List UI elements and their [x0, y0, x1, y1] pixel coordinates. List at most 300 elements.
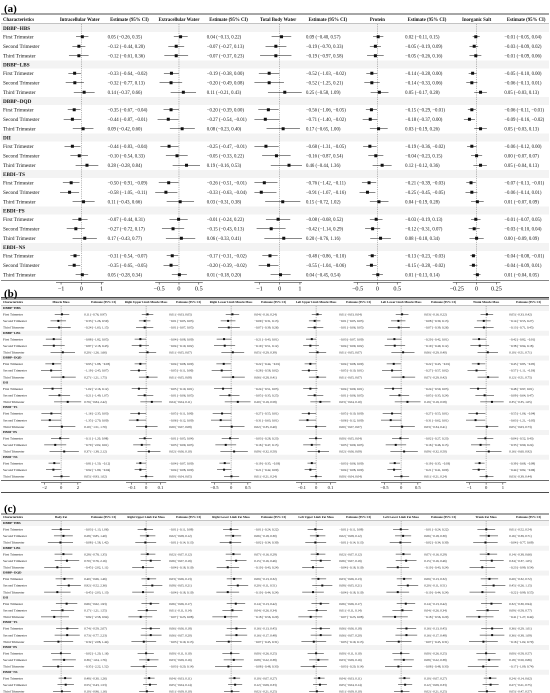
panel-b-header-outcome: Right Lower Limb Muscle Mass — [209, 300, 253, 304]
panel-b-point-estimate — [308, 413, 310, 415]
panel-a-point-estimate — [470, 81, 473, 84]
panel-b-estimate-text: −0.05 (−0.35, 0.24) — [424, 393, 449, 398]
panel-b-point-estimate — [391, 370, 393, 372]
panel-b-point-estimate — [393, 469, 395, 471]
panel-a-point-estimate — [376, 273, 379, 276]
panel-c-group-band — [1, 595, 549, 600]
panel-b-point-estimate — [50, 413, 52, 415]
panel-c-point-estimate — [405, 628, 407, 630]
panel-c-point-estimate — [62, 553, 64, 555]
panel-c-point-estimate — [320, 603, 322, 605]
panel-b-point-estimate — [488, 451, 490, 453]
panel-c-point-estimate — [224, 616, 226, 618]
panel-b-point-estimate — [224, 462, 226, 464]
panel-b-estimate-text: 0.00 (−0.05, 0.04) — [339, 436, 362, 441]
panel-a-estimate-text: −0.58 (−1.05, −0.11) — [107, 191, 148, 197]
panel-a-row-label: Third Trimester — [3, 163, 36, 170]
panel-a-estimate-text: −0.19 (−0.97, 0.58) — [305, 54, 344, 60]
panel-a-estimate-text: −0.06 (−0.14, 0.01) — [504, 191, 542, 197]
panel-c-point-estimate — [66, 634, 68, 636]
panel-a-estimate-text: −0.44 (−0.87, −0.01) — [107, 118, 148, 124]
panel-b-row-label: Third Trimester — [3, 375, 25, 380]
panel-c-estimate-text: 0.05 (−0.04, 0.14) — [169, 682, 192, 687]
panel-c-point-estimate — [402, 535, 404, 537]
panel-c-header-estimate: Estimate (95% CI) — [431, 515, 457, 519]
panel-b-estimate-text: 0.09 (−0.32, 0.50) — [424, 449, 447, 454]
panel-a-point-estimate — [171, 254, 174, 257]
panel-c-estimate-text: −0.08 (−0.48, 0.33) — [254, 664, 279, 669]
panel-b-x-axis-tick-label: −0.1 — [297, 485, 306, 491]
panel-b-point-estimate — [144, 320, 146, 322]
panel-a-point-estimate — [167, 181, 170, 184]
panel-b-row-label: Second Trimester — [3, 368, 27, 373]
panel-c-point-estimate — [57, 641, 59, 643]
panel-a-estimate-text: 0.00 (−0.09, 0.09) — [504, 237, 539, 243]
panel-c-point-estimate — [404, 684, 406, 686]
panel-a-estimate-text: −0.04 (−0.09, 0.01) — [504, 264, 542, 270]
panel-a-point-estimate — [474, 35, 477, 38]
panel-a-x-axis-tick-label: 0 — [375, 285, 379, 293]
panel-b-point-estimate — [311, 462, 313, 464]
panel-c-estimate-text: −0.45 (−2.03, 1.13) — [84, 590, 109, 595]
panel-b-x-axis-tick-label: −0.5 — [380, 485, 389, 491]
panel-c-estimate-text: −0.45 (−2.02, 1.11) — [84, 565, 109, 570]
panel-c-point-estimate — [147, 535, 149, 537]
panel-b-estimate-text: 0.09 (−0.32, 0.50) — [254, 449, 277, 454]
panel-a-estimate-text: −0.03 (−0.19, 0.13) — [405, 218, 443, 224]
panel-b-estimate-text: −0.04 (−0.08, 0.00) — [169, 337, 194, 342]
panel-c-row-label: Third Trimester — [3, 590, 25, 595]
panel-b-x-axis-tick-label: 0.1 — [327, 485, 334, 491]
panel-a-point-estimate — [170, 81, 173, 84]
panel-c-row-label: Third Trimester — [3, 664, 25, 669]
panel-a-estimate-text: −0.10 (−0.54, 0.33) — [107, 154, 145, 160]
panel-b-group-label: EBDI−NS — [3, 454, 18, 459]
panel-a-point-estimate — [268, 81, 271, 84]
panel-a-estimate-text: 0.11 (−0.43, 0.66) — [107, 200, 142, 206]
panel-b-estimate-text: 0.01 (−0.05, 0.08) — [169, 375, 192, 380]
panel-c-point-estimate — [66, 560, 68, 562]
panel-c-point-estimate — [60, 652, 62, 654]
panel-b-estimate-text: −0.01 (−0.06, 0.05) — [169, 393, 194, 398]
panel-c-estimate-text: 0.07 (−0.16, 0.29) — [254, 552, 277, 557]
panel-c-estimate-text: 0.00 (−0.58, 0.57) — [509, 651, 532, 656]
panel-a-group-label: DBBP−DQD — [3, 99, 32, 105]
panel-b-group-band — [1, 331, 549, 336]
panel-b-point-estimate — [138, 413, 140, 415]
panel-a-estimate-text: −0.71 (−1.40, −0.02) — [305, 118, 346, 124]
panel-c-estimate-text: 0.92 (−0.52, 2.36) — [84, 583, 107, 588]
panel-b-point-estimate — [306, 419, 308, 421]
panel-a-estimate-text: 0.04 (−0.19, 0.28) — [405, 200, 440, 206]
panel-a-estimate-text: −0.17 (−0.31, −0.02) — [206, 254, 247, 260]
panel-c-point-estimate — [405, 560, 407, 562]
panel-a-point-estimate — [263, 181, 266, 184]
panel-b-point-estimate — [402, 351, 404, 353]
panel-a-point-estimate — [274, 54, 277, 57]
panel-b-point-estimate — [315, 475, 317, 477]
panel-a-estimate-text: −0.07 (−0.37, 0.23) — [206, 54, 244, 60]
panel-b-point-estimate — [61, 475, 63, 477]
panel-b-point-estimate — [487, 351, 489, 353]
panel-c-point-estimate — [478, 616, 480, 618]
panel-a-estimate-text: −0.04 (−0.08, −0.01) — [504, 254, 545, 260]
panel-b-x-axis-tick-label: 0 — [399, 485, 403, 491]
panel-b-point-estimate — [392, 388, 394, 390]
panel-b-estimate-text: −0.14 (−0.55, 0.27) — [509, 319, 534, 324]
panel-b-point-estimate — [139, 338, 141, 340]
panel-c-estimate-text: 0.06 (−0.07, 0.19) — [339, 558, 362, 563]
panel-c-point-estimate — [56, 566, 58, 568]
panel-a-point-estimate — [260, 191, 263, 194]
panel-a-point-estimate — [371, 254, 374, 257]
panel-b-row-label: Third Trimester — [3, 350, 25, 355]
panel-b-point-estimate — [136, 419, 138, 421]
panel-c-estimate-text: 0.16 (−0.39, 0.71) — [509, 534, 532, 539]
panel-c-row-label: Third Trimester — [3, 689, 25, 693]
panel-c-estimate-text: 0.03 (−0.09, 0.16) — [339, 658, 362, 663]
panel-c-point-estimate — [149, 684, 151, 686]
panel-c-estimate-text: 0.09 (−0.58, 0.77) — [509, 608, 532, 613]
panel-a-estimate-text: 0.05 (−0.03, 0.13) — [504, 91, 539, 97]
panel-b-estimate-text: 0.03 (−0.34, 0.41) — [424, 424, 447, 429]
panel-b-point-estimate — [49, 419, 51, 421]
panel-b-point-estimate — [309, 345, 311, 347]
panel-a-header-estimate: Estimate (95% CI) — [506, 18, 546, 23]
panel-a-estimate-text: 0.09 (−0.40, 0.57) — [305, 35, 341, 41]
panel-c-point-estimate — [482, 641, 484, 643]
panel-c-row-label: Second Trimester — [3, 534, 27, 539]
panel-a-estimate-text: 0.46 (−0.44, 1.36) — [305, 164, 341, 170]
panel-b-estimate-text: 0.05 (−0.29, 0.39) — [254, 350, 277, 355]
panel-b-point-estimate — [138, 370, 140, 372]
panel-a-point-estimate — [283, 91, 286, 94]
panel-a-group-label: EBDI−TS — [3, 172, 25, 178]
panel-b-point-estimate — [58, 394, 60, 396]
panel-b-point-estimate — [477, 388, 479, 390]
panel-b-point-estimate — [144, 394, 146, 396]
panel-a-point-estimate — [468, 118, 471, 121]
panel-c-estimate-text: −0.10 (−0.44, 0.24) — [424, 590, 449, 595]
panel-b-estimate-text: 0.06 (−0.29, 0.40) — [424, 350, 447, 355]
panel-b-point-estimate — [308, 370, 310, 372]
panel-a-estimate-text: −0.07 (−0.13, −0.01) — [504, 181, 545, 187]
panel-b-x-axis-tick-label: 0 — [144, 485, 148, 491]
panel-b-point-estimate — [394, 345, 396, 347]
panel-a-estimate-text: −0.35 (−0.67, −0.04) — [107, 108, 148, 114]
panel-c-estimate-text: 0.07 (−0.16, 0.29) — [424, 552, 447, 557]
panel-a-estimate-text: −0.09 (−0.16, −0.02) — [504, 118, 545, 124]
panel-a-point-estimate — [374, 154, 377, 157]
panel-c-estimate-text: 0.00 (−0.11, 0.10) — [339, 651, 362, 656]
panel-b-point-estimate — [57, 320, 59, 322]
panel-c-estimate-text: 0.16 (−0.13, 0.45) — [424, 626, 447, 631]
panel-b-estimate-text: −0.31 (−0.62, 0.01) — [424, 418, 449, 423]
panel-c-estimate-text: −0.22 (−0.99, 0.55) — [509, 590, 534, 595]
panel-b-point-estimate — [309, 388, 311, 390]
panel-a-header-estimate: Estimate (95% CI) — [110, 18, 149, 23]
panel-b-row-label: Second Trimester — [3, 343, 27, 348]
panel-a-point-estimate — [375, 218, 378, 221]
panel-b-estimate-text: −0.08 (−0.30, 0.13) — [424, 319, 449, 324]
panel-c-row-label: First Trimester — [3, 552, 24, 557]
panel-b-point-estimate — [395, 444, 397, 446]
panel-b-row-label: First Trimester — [3, 337, 24, 342]
panel-a-estimate-text: −0.01 (−0.09, 0.06) — [504, 54, 542, 60]
panel-b-row-label: First Trimester — [3, 362, 24, 367]
panel-b-x-axis-tick-label: 0 — [314, 485, 318, 491]
panel-a-estimate-text: 0.28 (−0.28, 0.84) — [107, 164, 143, 170]
panel-c-point-estimate — [315, 652, 317, 654]
panel-a-estimate-text: −0.91 (−1.67, −0.16) — [305, 191, 346, 197]
panel-a-point-estimate — [473, 45, 476, 48]
panel-a-estimate-text: −0.16 (−0.87, 0.54) — [305, 154, 344, 160]
panel-a-estimate-text: −0.19 (−0.38, 0.00) — [206, 72, 244, 78]
panel-a-x-axis-tick-label: −0.25 — [449, 285, 464, 293]
panel-a-estimate-text: −0.12 (−0.61, 0.36) — [107, 54, 145, 60]
panel-c-point-estimate — [57, 666, 59, 668]
panel-a-estimate-text: −0.07 (−0.44, 0.31) — [107, 218, 145, 224]
panel-a-point-estimate — [475, 237, 478, 240]
panel-c-point-estimate — [150, 603, 152, 605]
panel-b-x-axis-tick-label: −2 — [41, 485, 47, 491]
panel-c-estimate-text: 0.04 (−0.03, 0.11) — [169, 676, 192, 681]
panel-b-point-estimate — [53, 345, 55, 347]
panel-b-point-estimate — [61, 426, 63, 428]
panel-b-row-label: Second Trimester — [3, 418, 27, 423]
panel-a-estimate-text: −0.05 (−0.26, 0.16) — [405, 54, 443, 60]
panel-b-estimate-text: 0.06 (−0.28, 0.41) — [254, 375, 277, 380]
panel-b-estimate-text: 0.00 (−0.07, 0.07) — [339, 424, 362, 429]
panel-b-estimate-text: 0.01 (−0.05, 0.07) — [169, 350, 192, 355]
panel-c-point-estimate — [488, 659, 490, 661]
panel-b-estimate-text: −0.11 (−1.20, 0.98) — [84, 436, 109, 441]
panel-c-point-estimate — [140, 616, 142, 618]
panel-b-estimate-text: −0.27 (−0.57, 0.02) — [424, 368, 449, 373]
panel-c-estimate-text: 0.04 (−0.26, 0.34) — [424, 608, 447, 613]
panel-c-estimate-text: 0.02 (−0.08, 0.12) — [339, 534, 362, 539]
panel-a-x-axis-tick-label: 0 — [177, 285, 181, 293]
panel-a-estimate-text: −0.01 (−0.07, 0.05) — [504, 218, 542, 224]
panel-a-estimate-text: −0.19 (−0.36, −0.02) — [405, 145, 446, 151]
panel-b-estimate-text: 0.00 (−0.04, 0.04) — [339, 474, 362, 479]
panel-c-estimate-text: −0.08 (−0.48, 0.33) — [424, 664, 449, 669]
panel-c-point-estimate — [320, 634, 322, 636]
panel-c-point-estimate — [487, 553, 489, 555]
panel-a-group-label: DBBP−HBS — [3, 26, 31, 32]
panel-a-point-estimate — [369, 118, 372, 121]
panel-a-row-label: Second Trimester — [3, 153, 40, 160]
panel-c-point-estimate — [490, 603, 492, 605]
panel-c-estimate-text: 0.06 (−0.18, 0.30) — [254, 534, 277, 539]
panel-c-point-estimate — [312, 566, 314, 568]
panel-c-group-band — [1, 620, 549, 625]
panel-a-point-estimate — [73, 72, 76, 75]
panel-b-group-label: EBDI−PS — [3, 430, 18, 434]
panel-b-point-estimate — [318, 451, 320, 453]
panel-a-point-estimate — [83, 237, 86, 240]
panel-b-point-estimate — [479, 345, 481, 347]
panel-b-point-estimate — [311, 444, 313, 446]
panel-c-estimate-text: −0.23 (−0.99, 0.54) — [509, 565, 534, 570]
panel-c-row-label: Second Trimester — [3, 558, 27, 563]
panel-b-x-axis-tick-label: 0.5 — [244, 485, 251, 491]
panel-b-point-estimate — [406, 401, 408, 403]
panel-b-estimate-text: −0.21 (−1.49, 1.07) — [84, 393, 109, 398]
panel-c-estimate-text: −0.01 (−0.24, 0.22) — [424, 527, 449, 532]
panel-c-point-estimate — [401, 609, 403, 611]
panel-b-estimate-text: 0.04 (−0.04, 0.11) — [169, 400, 192, 405]
panel-b-estimate-text: −0.01 (−0.07, 0.05) — [169, 325, 194, 330]
panel-b-estimate-text: −0.27 (−0.55, 0.01) — [254, 411, 279, 416]
panel-a-point-estimate — [82, 127, 85, 130]
panel-b-point-estimate — [476, 370, 478, 372]
panel-c-estimate-text: 0.01 (−0.11, 0.14) — [339, 608, 362, 613]
panel-a-point-estimate — [78, 154, 81, 157]
panel-c-estimate-text: 0.08 (−0.05, 0.21) — [169, 583, 192, 588]
panel-a-row-label: Third Trimester — [3, 272, 36, 279]
panel-b-estimate-text: 0.12 (−0.51, 0.75) — [509, 375, 532, 380]
panel-a-estimate-text: −0.08 (−0.68, 0.52) — [305, 218, 344, 224]
panel-a-estimate-text: −0.07 (−0.27, 0.13) — [206, 45, 244, 51]
panel-b-estimate-text: 0.10 (−1.51, 1.70) — [84, 424, 107, 429]
panel-b-row-label: Second Trimester — [3, 443, 27, 448]
panel-c-estimate-text: −0.35 (−2.22, 1.52) — [84, 664, 109, 669]
panel-a-point-estimate — [378, 91, 381, 94]
panel-a-estimate-text: −0.14 (−0.33, 0.06) — [405, 81, 443, 87]
panel-c-point-estimate — [397, 566, 399, 568]
panel-b-x-axis-tick-label: −0.1 — [127, 485, 136, 491]
panel-a-estimate-text: 0.12 (−0.12, 0.36) — [405, 164, 440, 170]
panel-a-point-estimate — [185, 164, 188, 167]
panel-b-estimate-text: −0.70 (−2.02, 0.61) — [84, 443, 109, 448]
panel-b-point-estimate — [139, 469, 141, 471]
panel-c-estimate-text: −0.10 (−0.43, 0.24) — [254, 565, 279, 570]
panel-c-point-estimate — [400, 652, 402, 654]
panel-c-estimate-text: −0.02 (−0.34, 0.30) — [424, 540, 449, 545]
panel-a-point-estimate — [368, 145, 371, 148]
panel-c-point-estimate — [147, 578, 149, 580]
panel-a-estimate-text: −0.20 (−0.49, 0.08) — [206, 81, 244, 87]
panel-b-estimate-text: 0.01 (−0.05, 0.07) — [339, 350, 362, 355]
panel-b-point-estimate — [223, 363, 225, 365]
panel-c-point-estimate — [490, 684, 492, 686]
panel-b-row-label: Third Trimester — [3, 424, 25, 429]
panel-b-estimate-text: −0.95 (−1.88, −0.03) — [84, 362, 111, 367]
panel-a-estimate-text: −0.01 (−0.05, 0.04) — [504, 35, 542, 41]
panel-c-point-estimate — [150, 634, 152, 636]
panel-b-estimate-text: −0.33 (−0.90, 0.24) — [509, 443, 534, 448]
panel-c-estimate-text: 0.28 (−0.78, 1.35) — [84, 552, 107, 557]
panel-b-estimate-text: −0.03 (−0.09, 0.03) — [169, 443, 194, 448]
panel-a-point-estimate — [178, 273, 181, 276]
panel-c-estimate-text: −0.82 (−2.58, 0.94) — [84, 615, 109, 620]
panel-b-estimate-text: −0.02 (−0.27, 0.23) — [424, 436, 449, 441]
panel-a-point-estimate — [377, 35, 380, 38]
panel-a-point-estimate — [70, 181, 73, 184]
panel-c-group-label: EBDI−PS — [3, 645, 18, 649]
panel-b-estimate-text: −0.21 (−0.43, 0.01) — [254, 337, 279, 342]
panel-c-point-estimate — [232, 535, 234, 537]
panel-b-row-label: First Trimester — [3, 312, 24, 317]
panel-b-point-estimate — [315, 426, 317, 428]
panel-c-estimate-text: 0.36 (−0.38, 1.09) — [509, 633, 532, 638]
panel-b-estimate-text: −0.22 (−0.43, −0.01) — [424, 362, 451, 367]
panel-b-estimate-text: −0.04 (−0.08, 0.00) — [169, 362, 194, 367]
panel-c-estimate-text: 0.06 (−0.06, 0.17) — [169, 601, 192, 606]
panel-c-point-estimate — [405, 603, 407, 605]
panel-c-point-estimate — [485, 652, 487, 654]
panel-c-point-estimate — [232, 553, 234, 555]
panel-a-header-estimate: Estimate (95% CI) — [209, 18, 248, 23]
panel-b-x-axis-tick-label: −0.5 — [210, 485, 219, 491]
panel-c-point-estimate — [235, 628, 237, 630]
panel-b-estimate-text: −1.02 (−2.16, 0.12) — [84, 386, 109, 391]
panel-a-point-estimate — [472, 254, 475, 257]
panel-b-estimate-text: −0.01 (−0.06, 0.05) — [339, 393, 364, 398]
panel-c-estimate-text: 0.06 (−0.18, 0.30) — [424, 534, 447, 539]
panel-c-estimate-text: −0.01 (−0.24, 0.22) — [254, 527, 279, 532]
panel-c-point-estimate — [317, 659, 319, 661]
panel-c-point-estimate — [146, 690, 148, 692]
panel-b-estimate-text: −0.04 (−0.08, 0.00) — [339, 362, 364, 367]
panel-b-estimate-text: 0.02 (−0.35, 0.40) — [254, 424, 277, 429]
panel-c-point-estimate — [142, 566, 144, 568]
panel-b-point-estimate — [400, 475, 402, 477]
panel-c-point-estimate — [227, 591, 229, 593]
panel-a-x-axis-tick-label: 0 — [79, 285, 83, 293]
panel-a-estimate-text: −0.14 (−0.28, 0.00) — [405, 72, 443, 78]
panel-c-point-estimate — [321, 585, 323, 587]
panel-a-point-estimate — [168, 145, 171, 148]
panel-a-estimate-text: −0.15 (−0.28, −0.02) — [405, 264, 446, 270]
panel-b-estimate-text: 0.37 (−1.38, 2.12) — [84, 449, 107, 454]
panel-b-point-estimate — [147, 351, 149, 353]
panel-b-estimate-text: −0.04 (−0.08, 0.00) — [339, 467, 364, 472]
panel-b-estimate-text: −0.33 (−1.26, 0.59) — [84, 319, 109, 324]
panel-c-estimate-text: 0.14 (−0.13, 0.42) — [254, 601, 277, 606]
panel-a-x-axis-tick-label: 0.25 — [490, 285, 502, 293]
panel-c-point-estimate — [59, 542, 61, 544]
panel-b-row-label: First Trimester — [3, 461, 24, 466]
panel-a-row-label: First Trimester — [3, 107, 34, 114]
panel-b-estimate-text: 0.03 (−0.04, 0.10) — [339, 400, 362, 405]
panel-c-point-estimate — [62, 535, 64, 537]
panel-c-estimate-text: 0.00 (−0.26, 0.25) — [254, 651, 277, 656]
panel-c-point-estimate — [394, 616, 396, 618]
panel-c-group-label: DII — [3, 595, 9, 600]
panel-b-point-estimate — [311, 338, 313, 340]
panel-a-point-estimate — [71, 118, 74, 121]
panel-a-group-label: DBBP−LBS — [3, 62, 30, 69]
panel-c-group-label: EBDI−NS — [3, 669, 18, 674]
panel-a-estimate-text: −0.27 (−0.54, −0.01) — [206, 118, 247, 124]
panel-a-point-estimate — [73, 264, 76, 267]
panel-b-point-estimate — [221, 413, 223, 415]
panel-c-estimate-text: 0.36 (−1.04, 1.76) — [84, 658, 107, 663]
panel-b-group-band — [1, 430, 549, 435]
panel-b-estimate-text: −0.05 (−0.10, 0.01) — [339, 368, 364, 373]
panel-a-estimate-text: 0.14 (−0.37, 0.66) — [107, 91, 143, 97]
panel-c-estimate-text: 0.20 (−0.32, 0.72) — [509, 577, 532, 582]
panel-b-group-label: DII — [3, 380, 9, 385]
panel-a-estimate-text: 0.00 (−0.07, 0.07) — [504, 154, 539, 160]
panel-a-point-estimate — [71, 145, 74, 148]
panel-c-point-estimate — [146, 609, 148, 611]
panel-b-header-outcome: Left Upper Limb Muscle Mass — [295, 300, 337, 304]
panel-a-point-estimate — [472, 264, 475, 267]
panel-c-estimate-text: −0.04 (−0.18, 0.10) — [169, 590, 194, 595]
